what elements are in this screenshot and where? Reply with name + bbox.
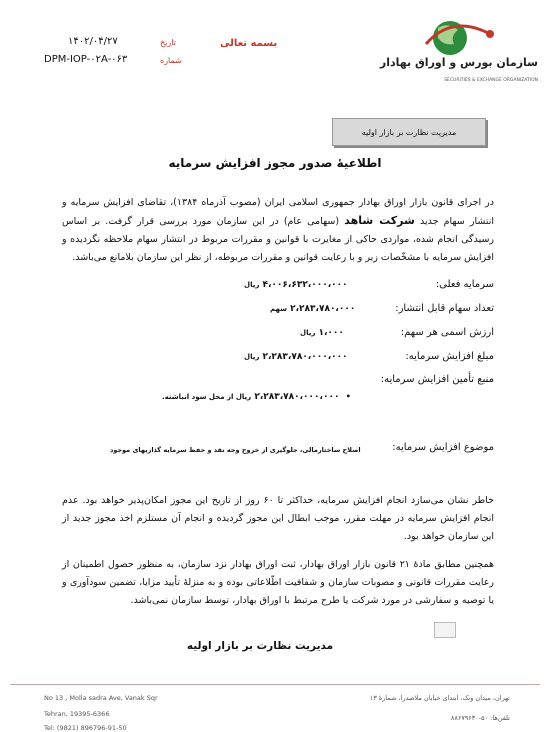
intro-text-2: (سهامی عام) در این سازمان مورد بررسی قرار گرفت. بر اساس رسیدگی انجام شده، مواردی حاکی از مغایرت با قوانین و مقررات مربوط در انتشار سهام ملاحظه نگردیده و افزایش سرمایه با مشخّصات زیر و با رعایت قوانین و مقررات مربوطه، از نظر این سازمان بلامانع می‌باشد.: [62, 216, 494, 263]
subject-value: اصلاح ساختارمالی، جلوگیری از خروج وجه نقد و حفظ سرمایه گذاریهای موجود: [110, 446, 361, 454]
org-name-fa: سازمان بورس و اوراق بهادار: [379, 56, 538, 69]
org-name-en: SECURITIES & EXCHANGE ORGANIZATION: [444, 78, 538, 83]
source-value: • ۲،۲۸۳،۷۸۰،۰۰۰،۰۰۰ ریال از محل سود انباشته.: [162, 392, 351, 402]
par-value: ۱،۰۰۰ ریال: [300, 328, 344, 338]
intro-text-1: در اجرای قانون بازار اوراق بهادار جمهوری اسلامی ایران (مصوب آذرماه ۱۳۸۴)، تقاضای افزایش سرمایه و انتشار سهام جدید: [62, 197, 494, 227]
validity-paragraph: خاطر نشان می‌سازد انجام افزایش سرمایه، حداکثر تا ۶۰ روز از تاریخ این مجوز امکان‌پذیر خواهد بود. عدم انجام افزایش سرمایه در مهلت مقرر، موجب ابطال این مجوز گردیده و انجام آن مستلزم اخذ مجوز جدید از این سازمان خواهد بود.: [62, 495, 494, 542]
signature-text: مدیریت نظارت بر بازار اولیه: [186, 640, 334, 652]
bismillah-text: بسمه تعالی: [220, 38, 278, 49]
date-value: ۱۴۰۲/۰۴/۲۷: [68, 36, 118, 47]
recipient-box: [332, 118, 486, 146]
page-title: اطلاعیهٔ صدور مجوز افزایش سرمایه: [168, 156, 382, 170]
recipient-text: مدیریت نظارت بر بازار اولیه: [361, 127, 457, 137]
signature-box: [434, 622, 456, 638]
date-label: تاریخ: [160, 38, 176, 47]
address-en-1: No 13 , Molla sadra Ave, Vanak Sqr: [44, 694, 158, 702]
intro-paragraph: [62, 194, 494, 267]
address-fa-1: تهران، میدان ونک، ابتدای خیابان ملاصدرا، شمارهٔ ۱۳: [369, 694, 510, 702]
address-en-2: Tehran, 19395-6366: [44, 710, 110, 718]
org-logo: [379, 14, 540, 104]
address-en-3: Tel: (9821) 896796-91-50: [44, 724, 127, 732]
subject-label: موضوع افزایش سرمایه:: [392, 442, 494, 453]
address-fa-2: تلفن‌ها: ۵۰-۸۸۶۷۹۶۳۰: [450, 714, 510, 722]
number-label: شماره: [160, 56, 182, 65]
current-capital-value: ۴،۰۰۶،۶۳۲،۰۰۰،۰۰۰ ریال: [244, 280, 348, 290]
source-label: منبع تأمین افزایش سرمایه:: [380, 374, 494, 385]
footer-divider: [10, 684, 540, 685]
company-name: شرکت شاهد: [344, 214, 415, 227]
number-value: DPM-IOP-۰۲A-۰۶۳: [44, 54, 128, 65]
increase-label: مبلغ افزایش سرمایه:: [405, 351, 494, 362]
increase-value: ۲،۲۸۳،۷۸۰،۰۰۰،۰۰۰ ریال: [244, 352, 348, 362]
shares-value: ۲،۲۸۳،۷۸۰،۰۰۰ سهم: [270, 304, 356, 314]
disclaimer-paragraph: همچنین مطابق مادهٔ ۲۱ قانون بازار اوراق بهادار، ثبت اوراق بهادار نزد سازمان، به منظور حصول اطمینان از رعایت مقررات قانونی و مصوبات سازمان و شفافیت اطّلاعاتی بوده و به منزلهٔ تأیید مزایا، تضمین سودآوری و یا توصیه و سفارشی در مورد شرکت یا طرح مرتبط با اوراق بهادار، توسط سازمان نمی‌باشد.: [62, 559, 494, 606]
par-value-label: ارزش اسمی هر سهم:: [400, 327, 494, 338]
current-capital-label: سرمایه فعلی:: [435, 279, 494, 290]
shares-label: تعداد سهام قابل انتشار:: [395, 303, 494, 314]
